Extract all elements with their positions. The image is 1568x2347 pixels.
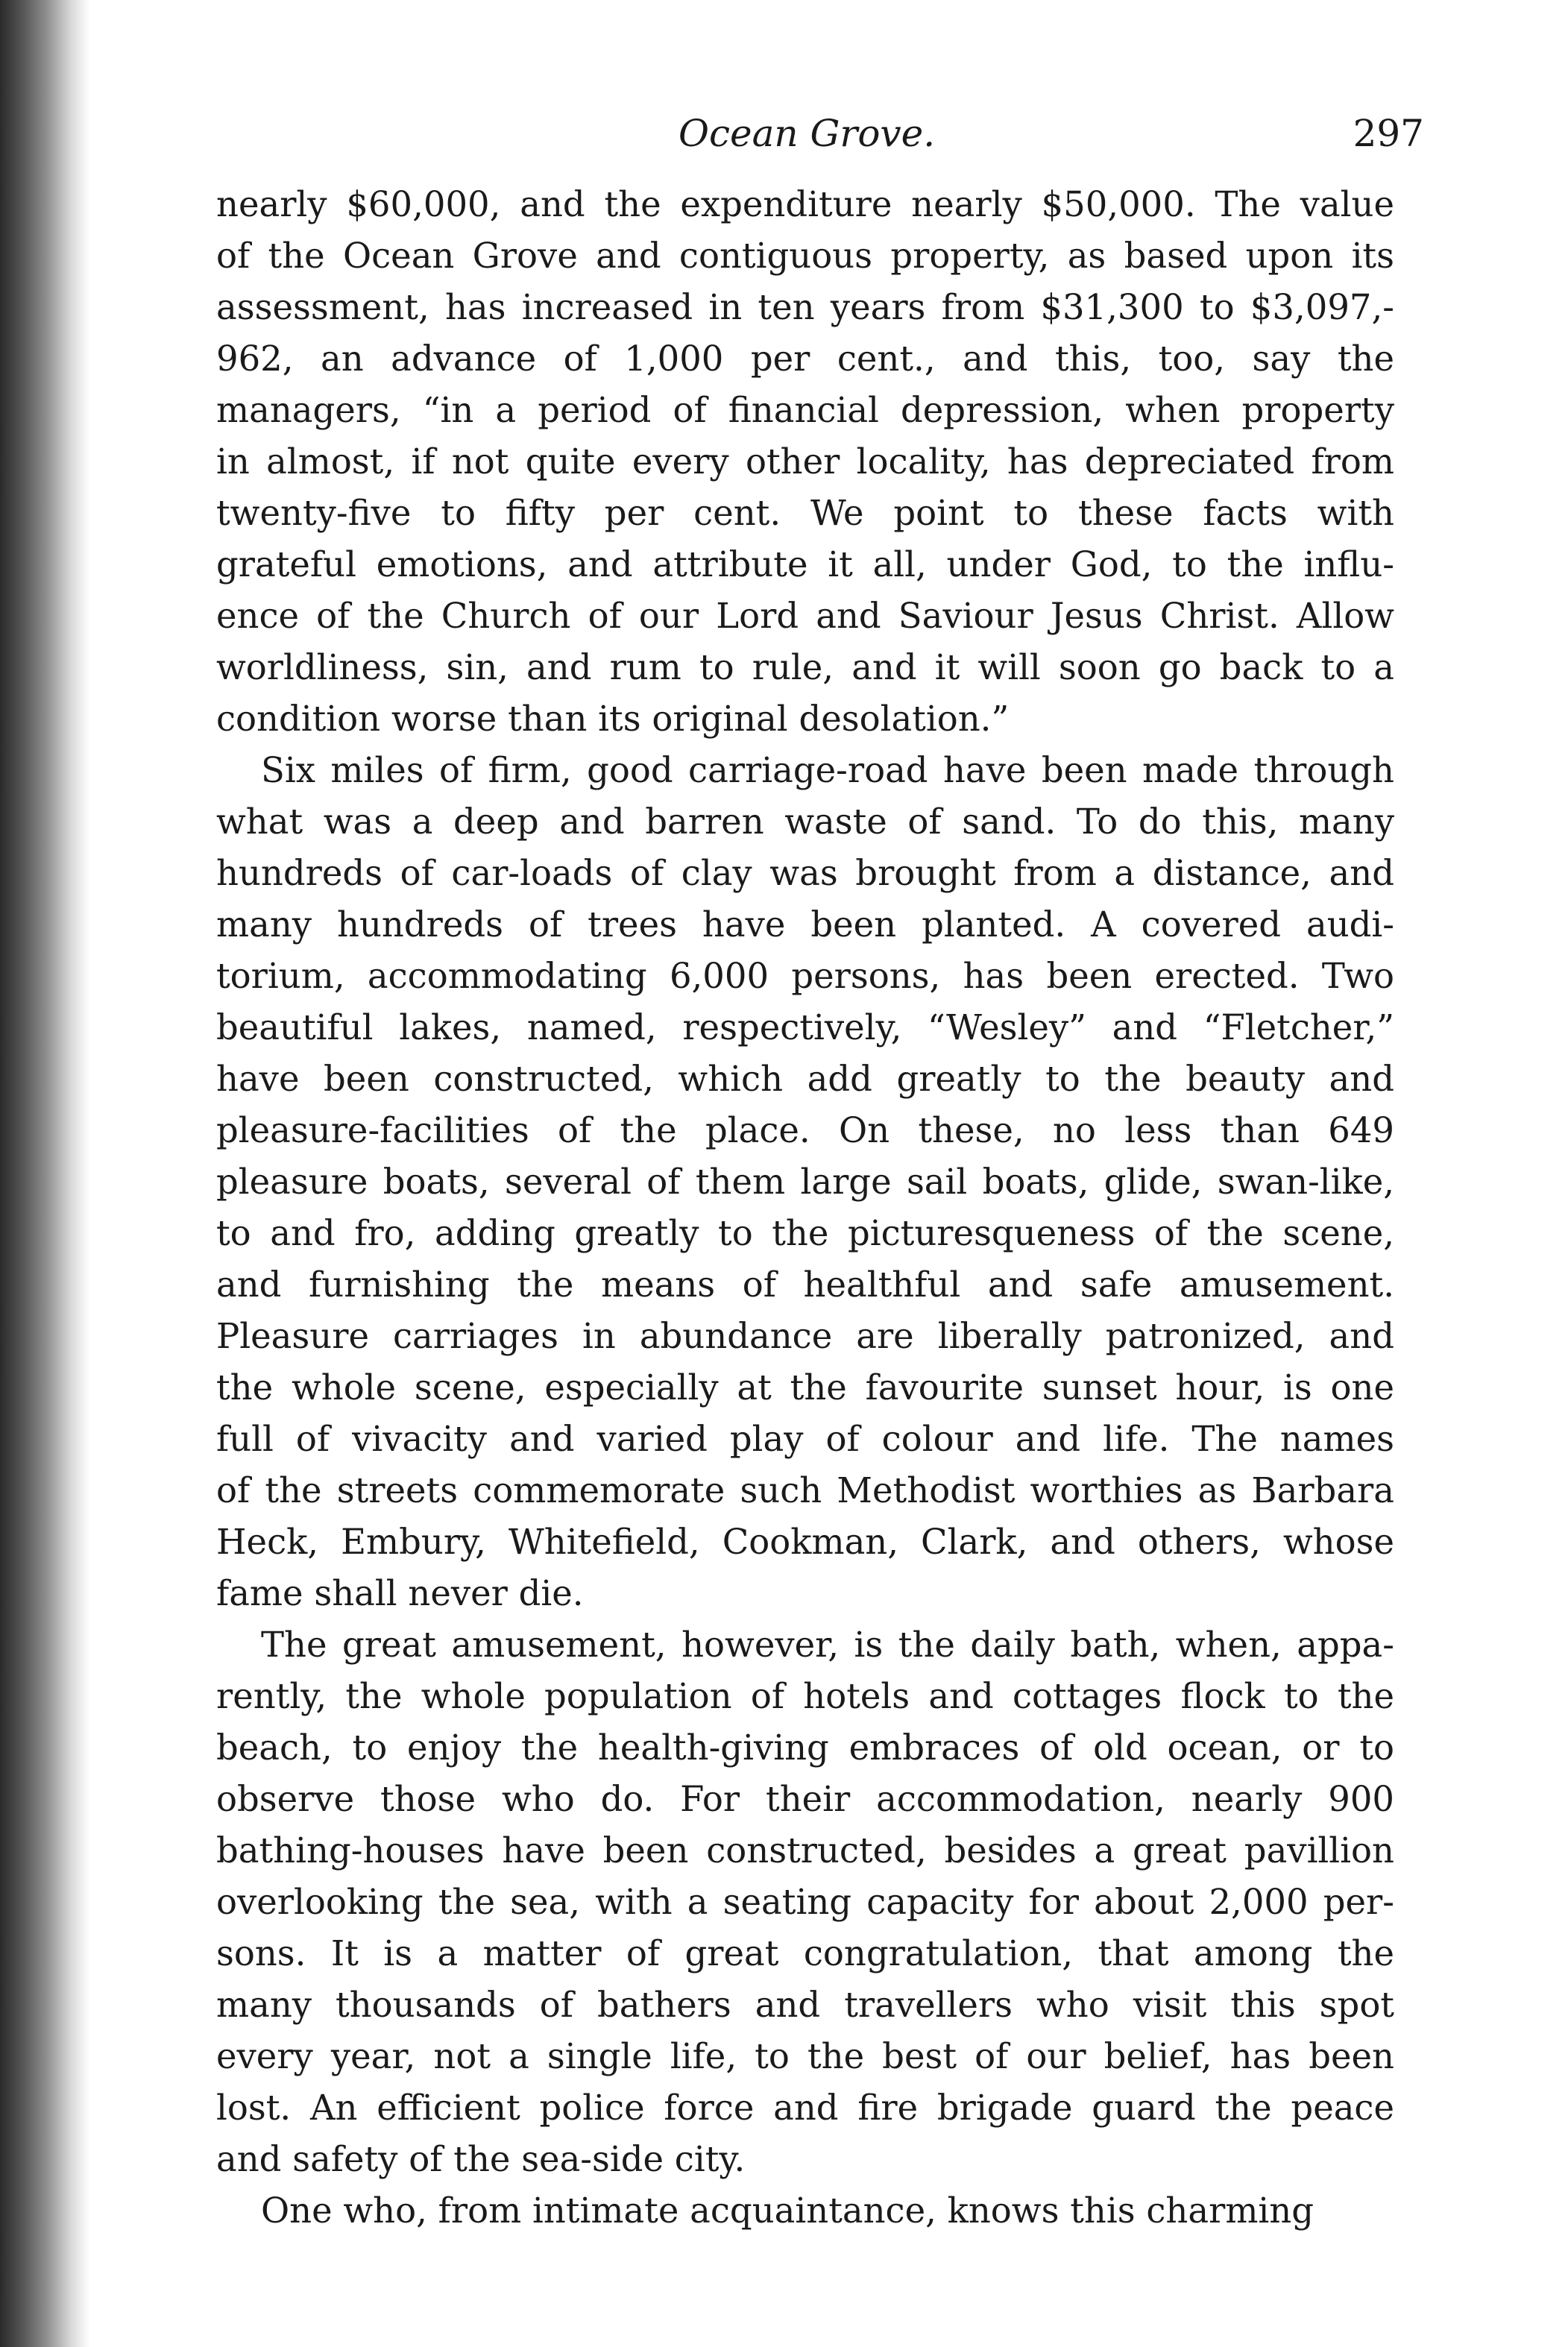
text-line: sons. It is a matter of great congratulation, that among the xyxy=(216,1933,1394,1973)
text-line: twenty-five to fifty per cent. We point to these facts with xyxy=(216,493,1394,533)
text-line: and safety of the sea-side city. xyxy=(216,2139,746,2179)
paragraph xyxy=(216,2185,1394,2237)
body-text xyxy=(216,179,1394,2237)
text-line: in almost, if not quite every other locality, has depreciated from xyxy=(216,441,1394,482)
text-line: hundreds of car-loads of clay was brought from a distance, and xyxy=(216,853,1394,893)
paragraph xyxy=(216,1619,1394,2185)
text-line: fame shall never die. xyxy=(216,1573,584,1613)
text-line: torium, accommodating 6,000 persons, has been erected. Two xyxy=(216,956,1394,996)
text-line: lost. An efficient police force and fire brigade guard the peace xyxy=(216,2088,1394,2128)
text-line: ence of the Church of our Lord and Saviour Jesus Christ. Allow xyxy=(216,596,1394,636)
text-line: beautiful lakes, named, respectively, “Wesley” and “Fletcher,” xyxy=(216,1007,1394,1048)
text-line: what was a deep and barren waste of sand. To do this, many xyxy=(216,801,1394,842)
text-line: pleasure-facilities of the place. On these, no less than 649 xyxy=(216,1110,1394,1150)
text-line: have been constructed, which add greatly to the beauty and xyxy=(216,1059,1394,1099)
text-line: pleasure boats, several of them large sail boats, glide, swan-like, xyxy=(216,1162,1394,1202)
text-line: One who, from intimate acquaintance, knows this charming xyxy=(261,2190,1314,2231)
text-line: Heck, Embury, Whitefield, Cookman, Clark, and others, whose xyxy=(216,1522,1394,1562)
running-title: Ocean Grove. xyxy=(678,112,936,155)
page-number: 297 xyxy=(1353,112,1424,155)
text-line: rently, the whole population of hotels and cottages flock to the xyxy=(216,1676,1394,1716)
text-line: overlooking the sea, with a seating capacity for about 2,000 per- xyxy=(216,1882,1394,1922)
running-head xyxy=(216,104,1424,164)
book-binding-edge xyxy=(0,0,89,2347)
text-line: worldliness, sin, and rum to rule, and it will soon go back to a xyxy=(216,647,1394,687)
text-line: The great amusement, however, is the daily bath, when, appa- xyxy=(261,1625,1394,1665)
text-line: full of vivacity and varied play of colour and life. The names xyxy=(216,1419,1394,1459)
text-line: of the streets commemorate such Methodist worthies as Barbara xyxy=(216,1470,1394,1510)
text-line: observe those who do. For their accommodation, nearly 900 xyxy=(216,1779,1394,1819)
paragraph xyxy=(216,179,1394,745)
text-line: many thousands of bathers and travellers who visit this spot xyxy=(216,1985,1394,2025)
text-line: of the Ocean Grove and contiguous property, as based upon its xyxy=(216,236,1394,276)
text-line: nearly $60,000, and the expenditure nearly $50,000. The value xyxy=(216,184,1394,224)
text-line: to and fro, adding greatly to the picturesqueness of the scene, xyxy=(216,1213,1394,1253)
text-line: and furnishing the means of healthful and safe amusement. xyxy=(216,1264,1394,1305)
text-line: grateful emotions, and attribute it all, under God, to the influ- xyxy=(216,544,1394,585)
paragraph xyxy=(216,745,1394,1619)
text-line: bathing-houses have been constructed, besides a great pavillion xyxy=(216,1830,1394,1871)
text-line: assessment, has increased in ten years from $31,300 to $3,097,- xyxy=(216,287,1394,327)
text-line: condition worse than its original desolation.” xyxy=(216,699,1010,739)
book-page xyxy=(216,104,1424,2237)
text-line: the whole scene, especially at the favourite sunset hour, is one xyxy=(216,1367,1394,1408)
text-line: every year, not a single life, to the best of our belief, has been xyxy=(216,2036,1394,2076)
text-line: managers, “in a period of financial depression, when property xyxy=(216,390,1394,430)
text-line: many hundreds of trees have been planted. A covered audi- xyxy=(216,904,1394,945)
text-line: Six miles of firm, good carriage-road have been made through xyxy=(261,750,1394,790)
text-line: 962, an advance of 1,000 per cent., and this, too, say the xyxy=(216,338,1394,379)
text-line: Pleasure carriages in abundance are liberally patronized, and xyxy=(216,1316,1394,1356)
text-line: beach, to enjoy the health-giving embraces of old ocean, or to xyxy=(216,1727,1394,1768)
